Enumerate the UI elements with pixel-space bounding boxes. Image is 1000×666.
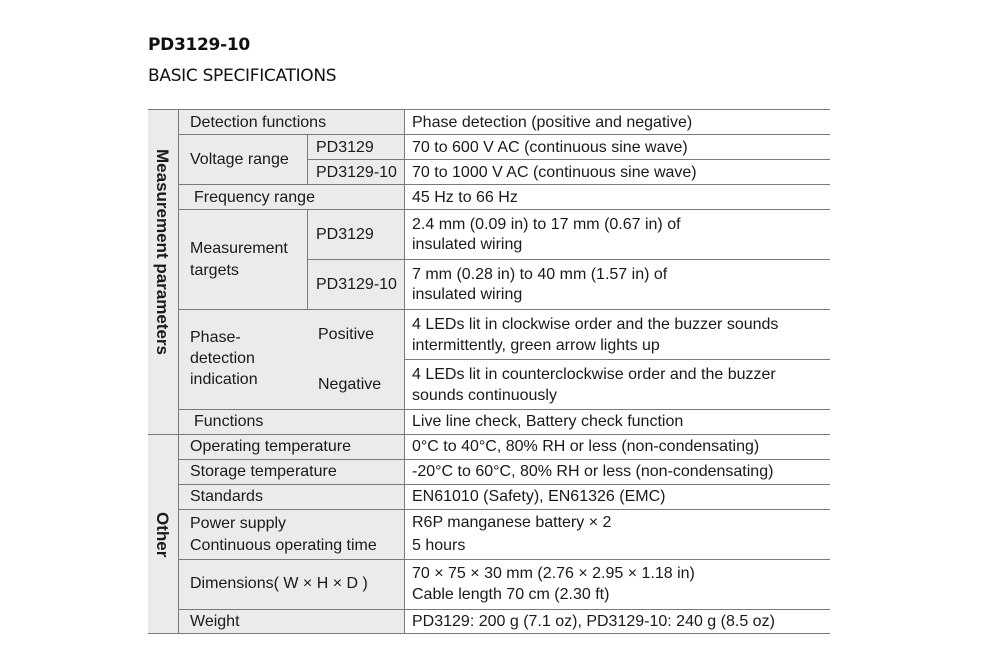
row-divider [178, 184, 830, 185]
operating-time-label: Continuous operating time [190, 537, 377, 554]
measurement-value-2: 7 mm (0.28 in) to 40 mm (1.57 in) of [412, 266, 668, 283]
row-divider [178, 409, 830, 410]
voltage-model-2: PD3129-10 [316, 164, 397, 181]
frequency-range-value: 45 Hz to 66 Hz [412, 189, 518, 206]
measurement-targets-label: Measurement [190, 240, 288, 257]
value-column-divider [404, 109, 405, 634]
dimensions-label: Dimensions( W × H × D ) [190, 575, 368, 592]
group-label-other: Other [153, 512, 172, 558]
measurement-value-1: 2.4 mm (0.09 in) to 17 mm (0.67 in) of [412, 216, 681, 233]
weight-label: Weight [190, 613, 240, 630]
functions-value: Live line check, Battery check function [412, 413, 684, 430]
cable-length-value: Cable length 70 cm (2.30 ft) [412, 586, 610, 603]
page-title: PD3129-10 [148, 35, 250, 55]
standards-value: EN61010 (Safety), EN61326 (EMC) [412, 488, 666, 505]
measurement-value-1: insulated wiring [412, 236, 523, 253]
row-divider [178, 209, 830, 210]
group-column-divider [178, 109, 179, 634]
detection-functions-value: Phase detection (positive and negative) [412, 114, 693, 131]
phase-positive-label: Positive [318, 326, 375, 343]
phase-positive-value: intermittently, green arrow lights up [412, 337, 660, 354]
storage-temperature-value: -20°C to 60°C, 80% RH or less (non-condensating) [412, 463, 774, 480]
phase-positive-value: 4 LEDs lit in clockwise order and the buzzer sounds [412, 316, 779, 333]
group-label-measurement: Measurement parameters [153, 149, 172, 355]
operating-time-value: 5 hours [412, 537, 466, 554]
spec-table [148, 109, 830, 634]
voltage-value-2: 70 to 1000 V AC (continuous sine wave) [412, 164, 697, 181]
model-column-divider [307, 134, 308, 184]
functions-label: Functions [194, 413, 264, 430]
phase-negative-label: Negative [318, 376, 382, 393]
frequency-range-label: Frequency range [194, 189, 315, 206]
measurement-value-2: insulated wiring [412, 286, 523, 303]
operating-temperature-value: 0°C to 40°C, 80% RH or less (non-condensating) [412, 438, 760, 455]
row-divider [307, 259, 830, 260]
model-column-divider [307, 209, 308, 309]
measurement-model-2: PD3129-10 [316, 276, 397, 293]
standards-label: Standards [190, 488, 263, 505]
phase-detection-label: Phase- [190, 329, 241, 346]
row-divider [178, 609, 830, 610]
row-divider [404, 359, 830, 360]
row-divider [178, 309, 830, 310]
row-divider [178, 509, 830, 510]
operating-temperature-label: Operating temperature [190, 438, 351, 455]
group-divider [148, 434, 830, 435]
phase-detection-label: indication [190, 371, 258, 388]
detection-functions-label: Detection functions [190, 114, 327, 131]
voltage-range-label: Voltage range [190, 151, 289, 168]
page-subtitle: BASIC SPECIFICATIONS [148, 66, 337, 86]
power-supply-label: Power supply [190, 515, 287, 532]
dimensions-value: 70 × 75 × 30 mm (2.76 × 2.95 × 1.18 in) [412, 565, 695, 582]
row-divider [178, 459, 830, 460]
row-divider [178, 559, 830, 560]
weight-value: PD3129: 200 g (7.1 oz), PD3129-10: 240 g (8.5 oz) [412, 613, 775, 630]
phase-detection-label: detection [190, 350, 255, 367]
table-bottom-border [148, 633, 830, 634]
phase-negative-value: 4 LEDs lit in counterclockwise order and the buzzer [412, 366, 776, 383]
voltage-model-1: PD3129 [316, 139, 374, 156]
row-divider [307, 159, 830, 160]
table-top-border [148, 109, 830, 110]
measurement-model-1: PD3129 [316, 226, 374, 243]
power-supply-value: R6P manganese battery × 2 [412, 514, 612, 531]
row-divider [178, 484, 830, 485]
measurement-targets-label: targets [190, 262, 239, 279]
row-divider [178, 134, 830, 135]
phase-negative-value: sounds continuously [412, 387, 557, 404]
voltage-value-1: 70 to 600 V AC (continuous sine wave) [412, 139, 688, 156]
storage-temperature-label: Storage temperature [190, 463, 337, 480]
